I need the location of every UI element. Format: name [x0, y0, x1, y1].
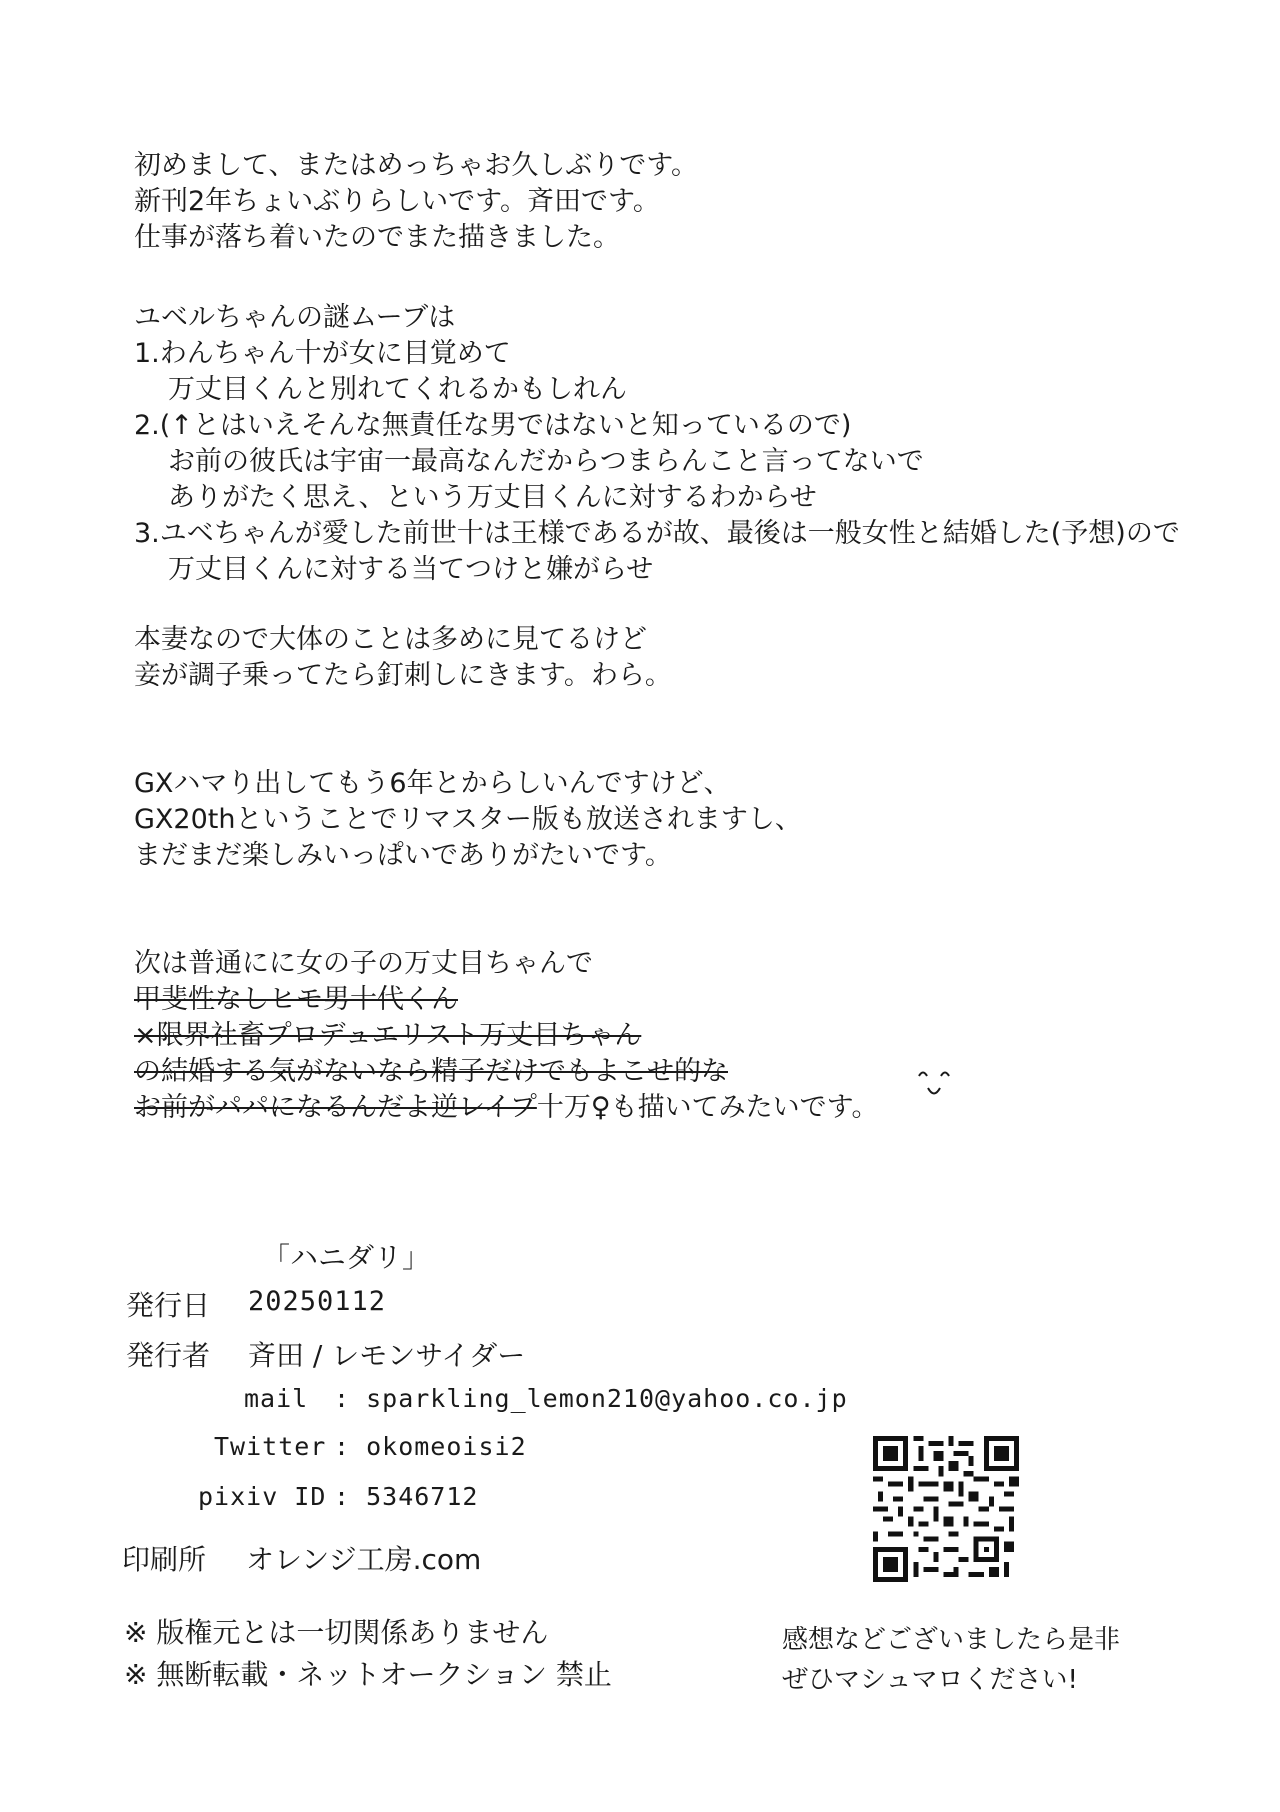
text-line: 次は普通にに女の子の万丈目ちゃんで — [134, 948, 593, 979]
list-item-2-continued: ありがたく思え、という万丈目くんに対するわからせ — [168, 482, 817, 513]
text-line: 仕事が落ち着いたのでまた描きました。 — [134, 222, 620, 253]
text-line: 妾が調子乗ってたら釘刺しにきます。わら。 — [134, 660, 672, 691]
date-label: 発行日 — [126, 1289, 211, 1322]
text-line: GX20thということでリマスター版も放送されますし、 — [134, 804, 802, 835]
date-value: 20250112 — [248, 1286, 387, 1317]
publisher-value: 斉田 / レモンサイダー — [248, 1339, 526, 1372]
text-line: まだまだ楽しみいっぱいでありがたいです。 — [134, 840, 672, 871]
twitter-value: : okomeoisi2 — [334, 1432, 527, 1461]
mail-value: : sparkling_lemon210@yahoo.co.jp — [334, 1384, 848, 1413]
text-line: GXハマり出してもう6年とからしいんですけど、 — [134, 768, 731, 799]
pixiv-label: pixiv ID — [198, 1482, 327, 1511]
struck-text-line: 甲斐性なしヒモ男十代くん — [134, 984, 458, 1015]
struck-text: お前がパパになるんだよ逆レイプ — [134, 1092, 537, 1123]
struck-text-line: の結婚する気がないなら精子だけでもよこせ的な — [134, 1056, 728, 1087]
list-item-1: 1.わんちゃん十が女に目覚めて — [134, 338, 511, 369]
copyright-notes — [124, 1612, 612, 1696]
greeting-paragraph — [134, 148, 1214, 256]
note-line: ※ 無断転載・ネットオークション 禁止 — [124, 1658, 612, 1691]
printer-value: オレンジ工房.com — [246, 1543, 482, 1576]
text-line: ユベルちゃんの謎ムーブは — [134, 302, 456, 333]
text-line: 本妻なので大体のことは多めに見てるけど — [134, 624, 647, 655]
request-line: 感想などございましたら是非 — [782, 1625, 1121, 1655]
struck-text-line: ×限界社畜プロデュエリスト万丈目ちゃん — [134, 1020, 642, 1051]
wife-paragraph — [134, 622, 1214, 694]
list-item-3: 3.ユベちゃんが愛した前世十は王様であるが故、最後は一般女性と結婚した(予想)ので — [134, 518, 1180, 549]
list-item-3-continued: 万丈目くんに対する当てつけと嫌がらせ — [168, 554, 654, 585]
list-item-2: 2.(↑とはいえそんな無責任な男ではないと知っているので) — [134, 410, 852, 441]
smiley-face-icon — [915, 1066, 955, 1102]
next-work-paragraph — [134, 946, 1214, 1126]
plain-text: 十万♀も描いてみたいです。 — [536, 1092, 879, 1123]
yuberu-paragraph — [134, 300, 1214, 588]
marshmallow-request — [782, 1620, 1120, 1700]
pixiv-value: : 5346712 — [334, 1482, 479, 1511]
printer-label: 印刷所 — [122, 1543, 207, 1576]
gx-paragraph — [134, 766, 1214, 874]
note-line: ※ 版権元とは一切関係ありません — [124, 1616, 549, 1649]
mixed-text-line — [134, 1090, 1214, 1126]
text-line: 初めまして、またはめっちゃお久しぶりです。 — [134, 150, 699, 181]
publisher-label: 発行者 — [126, 1339, 211, 1372]
text-line: 新刊2年ちょいぶりらしいです。斉田です。 — [134, 186, 660, 217]
book-title: 「ハニダリ」 — [262, 1241, 431, 1274]
twitter-label: Twitter — [214, 1432, 327, 1461]
request-line: ぜひマシュマロください! — [782, 1665, 1078, 1695]
qr-code-icon — [873, 1436, 1019, 1582]
mail-label: mail — [244, 1384, 309, 1413]
list-item-1-continued: 万丈目くんと別れてくれるかもしれん — [168, 374, 627, 405]
list-item-2-continued: お前の彼氏は宇宙一最高なんだからつまらんこと言ってないで — [168, 446, 924, 477]
